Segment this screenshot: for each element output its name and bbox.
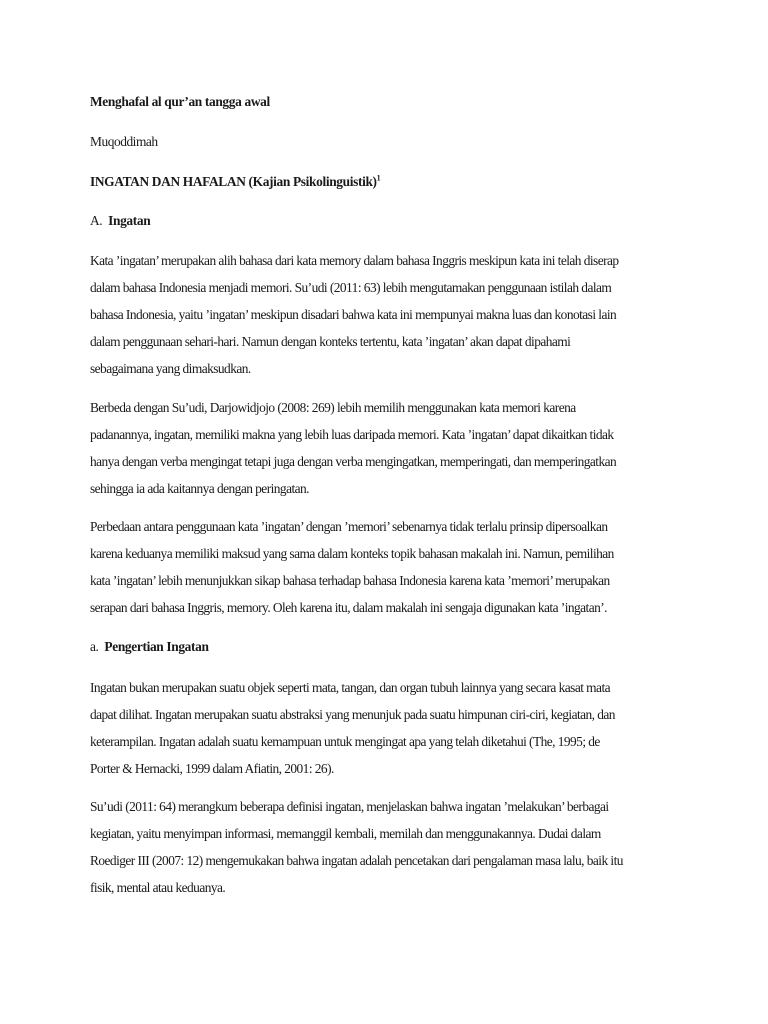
paragraph-line: Su’udi (2011: 64) merangkum beberapa definisi ingatan, menjelaskan bahwa ingatan ’melakukan’ berbagai [90,799,609,814]
paragraph-line: Ingatan bukan merupakan suatu objek seperti mata, tangan, dan organ tubuh lainnya yang secara kasat mata [90,680,611,695]
paragraph-3 [90,518,614,626]
paragraph-line: Roediger III (2007: 12) mengemukakan bahwa ingatan adalah pencetakan dari pengalaman masa lalu, baik itu [90,853,623,868]
paragraph-line: dalam penggunaan sehari-hari. Namun dengan konteks tertentu, kata ’ingatan’ akan dapat dipahami [90,334,571,349]
paragraph-line: Porter & Hernacki, 1999 dalam Afiatin, 2001: 26). [90,761,334,776]
paragraph-line: sebagaimana yang dimaksudkan. [90,361,251,376]
section-heading-a [90,213,150,229]
section-letter: A. [90,213,103,228]
paragraph-line: karena keduanya memiliki maksud yang sama dalam konteks topik bahasan makalah ini. Namun, pemilihan [90,546,614,561]
paragraph-line: keterampilan. Ingatan adalah suatu kemampuan untuk mengingat apa yang telah diketahui (The, 1995; de [90,734,600,749]
main-heading [90,174,380,190]
subsection-title: Pengertian Ingatan [104,639,209,654]
section-title: Ingatan [108,213,151,228]
paragraph-line: dapat dilihat. Ingatan merupakan suatu abstraksi yang menunjuk pada suatu himpunan ciri-ciri, kegiatan, dan [90,707,615,722]
paragraph-line: kata ’ingatan’ lebih menunjukkan sikap bahasa terhadap bahasa Indonesia karena kata ’memori’ merupakan [90,573,610,588]
document-title: Menghafal al qur’an tangga awal [90,94,270,109]
paragraph-line: serapan dari bahasa Inggris, memory. Oleh karena itu, dalam makalah ini sengaja digunakan kata ’ingatan’. [90,600,607,615]
paragraph-line: fisik, mental atau keduanya. [90,880,226,895]
paragraph-line: padanannya, ingatan, memiliki makna yang lebih luas daripada memori. Kata ’ingatan’ dapat dikaitkan tidak [90,427,614,442]
paragraph-line: Berbeda dengan Su’udi, Darjowidjojo (2008: 269) lebih memilih menggunakan kata memori karena [90,400,576,415]
footnote-marker[interactable]: 1 [376,173,381,183]
paragraph-2 [90,399,616,507]
subsection-heading-a [90,639,209,655]
paragraph-line: sehingga ia ada kaitannya dengan peringatan. [90,481,309,496]
paragraph-4 [90,679,615,787]
paragraph-line: kegiatan, yaitu menyimpan informasi, memanggil kembali, memilah dan menggunakannya. Dudai dalam [90,826,601,841]
paragraph-1 [90,252,619,387]
paragraph-line: Kata ’ingatan’ merupakan alih bahasa dari kata memory dalam bahasa Inggris meskipun kata ini telah diserap [90,253,619,268]
paragraph-line: bahasa Indonesia, yaitu ’ingatan’ meskipun disadari bahwa kata ini mempunyai makna luas dan konotasi lain [90,307,617,322]
paragraph-line: Perbedaan antara penggunaan kata ’ingatan’ dengan ’memori’ sebenarnya tidak terlalu prinsip dipersoalkan [90,519,608,534]
paragraph-5 [90,798,623,906]
main-heading-text: INGATAN DAN HAFALAN (Kajian Psikolinguistik) [90,174,377,189]
paragraph-line: hanya dengan verba mengingat tetapi juga dengan verba mengingatkan, memperingati, dan memperingatkan [90,454,617,469]
paragraph-line: dalam bahasa Indonesia menjadi memori. Su’udi (2011: 63) lebih mengutamakan penggunaan istilah dalam [90,280,612,295]
document-subtitle: Muqoddimah [90,134,158,149]
subsection-letter: a. [90,639,99,654]
